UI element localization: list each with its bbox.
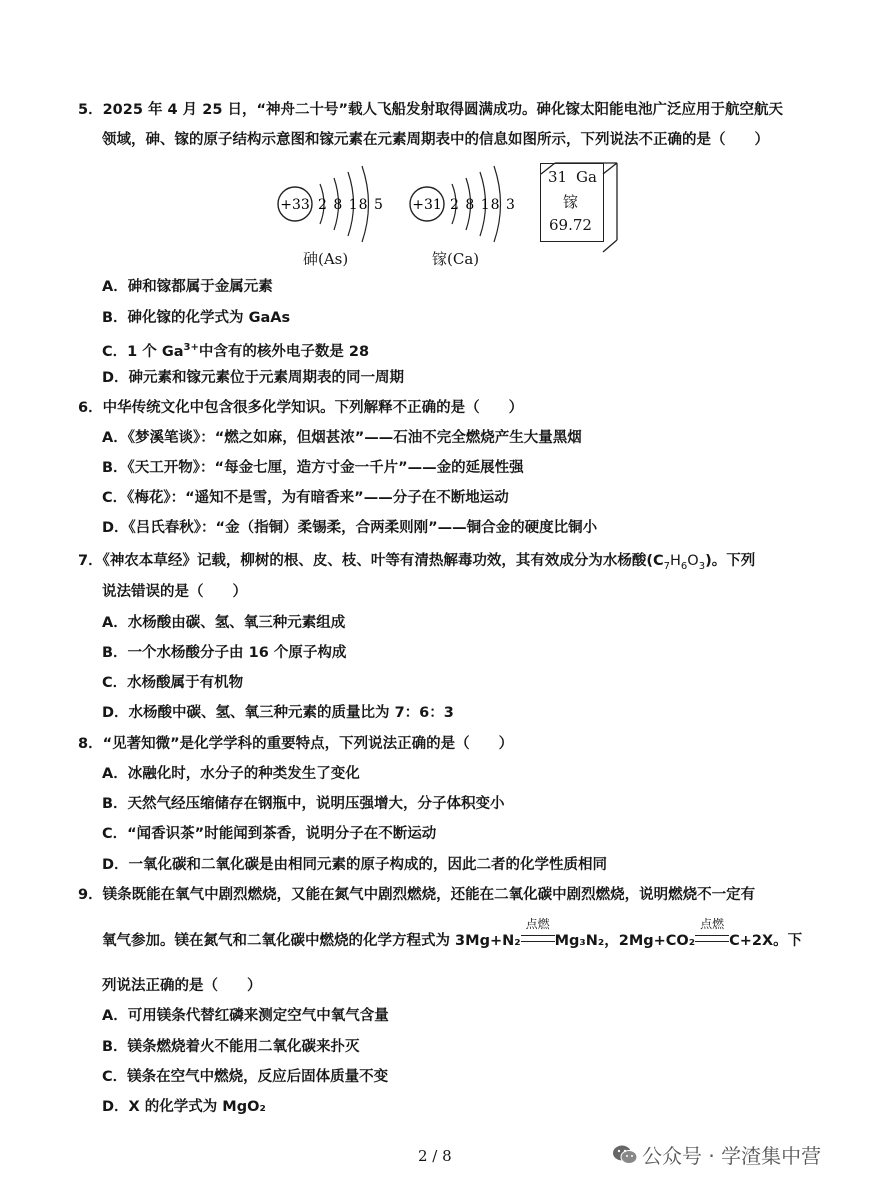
q5-option-d: D．砷元素和镓元素位于元素周期表的同一周期 [102, 370, 405, 386]
q7-option-d: D．水杨酸中碳、氢、氧三种元素的质量比为 7：6：3 [102, 705, 454, 721]
watermark-text: 公众号 · 学渣集中营 [642, 1144, 822, 1168]
wechat-icon [612, 1144, 638, 1166]
atomic-number: 31 [548, 168, 568, 186]
q8-option-c: C．“闻香识茶”时能闻到茶香，说明分子在不断运动 [102, 826, 437, 842]
question-5-line-1: 5．2025 年 4 月 25 日，“神舟二十号”载人飞船发射取得圆满成功。砷化镓太阳能电池广泛应用于航空航天 [78, 102, 784, 118]
q5-option-a: A．砷和镓都属于金属元素 [102, 279, 273, 295]
reaction-arrow-2: 点燃 [695, 931, 729, 951]
q7-option-c: C．水杨酸属于有机物 [102, 675, 244, 691]
question-7-line-2: 说法错误的是（ ） [102, 584, 247, 600]
question-7-line-1: 7．《神农本草经》记载，柳树的根、皮、枝、叶等有清热解毒功效，其有效成分为水杨酸$(C_7H_6O_3)$。下列 [78, 553, 756, 572]
q7-option-a: A．水杨酸由碳、氢、氧三种元素组成 [102, 615, 346, 631]
q6-option-b: B．《天工开物》：“每金七厘，造方寸金一千片”——金的延展性强 [102, 460, 524, 476]
reaction-arrow-1: 点燃 [521, 931, 555, 951]
watermark [612, 1140, 821, 1169]
element-name: 镓 [563, 193, 579, 211]
gallium-caption: 镓(Ca) [432, 250, 480, 268]
gallium-atom-diagram [410, 166, 516, 242]
gallium-nucleus: +31 [412, 197, 442, 213]
q9-option-a: A．可用镁条代替红磷来测定空气中氧气含量 [102, 1008, 389, 1024]
q5-option-c: C．1 个 $Ga^{3+}$中含有的核外电子数是 28 [102, 342, 370, 360]
element-symbol: Ga [576, 168, 597, 186]
question-6-stem: 6．中华传统文化中包含很多化学知识。下列解释不正确的是（ ） [78, 400, 524, 416]
q6-option-a: A．《梦溪笔谈》：“燃之如麻，但烟甚浓”——石油不完全燃烧产生大量黑烟 [102, 430, 582, 446]
q5-option-b: B．砷化镓的化学式为 GaAs [102, 310, 291, 326]
question-8-stem: 8．“见著知微”是化学学科的重要特点，下列说法正确的是（ ） [78, 736, 514, 752]
q8-option-b: B．天然气经压缩储存在钢瓶中，说明压强增大，分子体积变小 [102, 796, 505, 812]
arsenic-nucleus: +33 [280, 197, 310, 213]
question-9-line-2: 氧气参加。镁在氮气和二氧化碳中燃烧的化学方程式为 3Mg+N₂ 点燃 Mg₃N₂，2Mg+CO₂ 点燃 C+2X。下 [102, 917, 803, 949]
gallium-electron-config: 2 8 18 3 [450, 197, 516, 213]
atomic-mass: 69.72 [549, 216, 592, 234]
q6-option-c: C．《梅花》：“遥知不是雪，为有暗香来”——分子在不断地运动 [102, 490, 509, 506]
q7-option-b: B．一个水杨酸分子由 16 个原子构成 [102, 645, 347, 661]
q9-option-b: B．镁条燃烧着火不能用二氧化碳来扑灭 [102, 1039, 360, 1055]
arsenic-caption: 砷(As) [303, 250, 349, 268]
q9-option-c: C．镁条在空气中燃烧，反应后固体质量不变 [102, 1069, 389, 1085]
question-9-line-3: 列说法正确的是（ ） [102, 978, 262, 994]
question-5-line-2: 领域，砷、镓的原子结构示意图和镓元素在元素周期表中的信息如图所示，下列说法不正确的是（ ） [102, 132, 769, 148]
arsenic-electron-config: 2 8 18 5 [318, 197, 384, 213]
page-number: 2 / 8 [418, 1147, 452, 1165]
q8-option-d: D．一氧化碳和二氧化碳是由相同元素的原子构成的，因此二者的化学性质相同 [102, 857, 608, 873]
q9-option-d: D．X 的化学式为 MgO₂ [102, 1099, 266, 1115]
question-9-line-1: 9．镁条既能在氧气中剧烈燃烧，又能在氮气中剧烈燃烧，还能在二氧化碳中剧烈燃烧，说明燃烧不一定有 [78, 887, 756, 903]
periodic-table-tile-gallium [540, 163, 604, 242]
arsenic-atom-diagram [278, 166, 384, 242]
q8-option-a: A．冰融化时，水分子的种类发生了变化 [102, 766, 360, 782]
q6-option-d: D．《吕氏春秋》：“金（指铜）柔锡柔，合两柔则刚”——铜合金的硬度比铜小 [102, 520, 598, 536]
